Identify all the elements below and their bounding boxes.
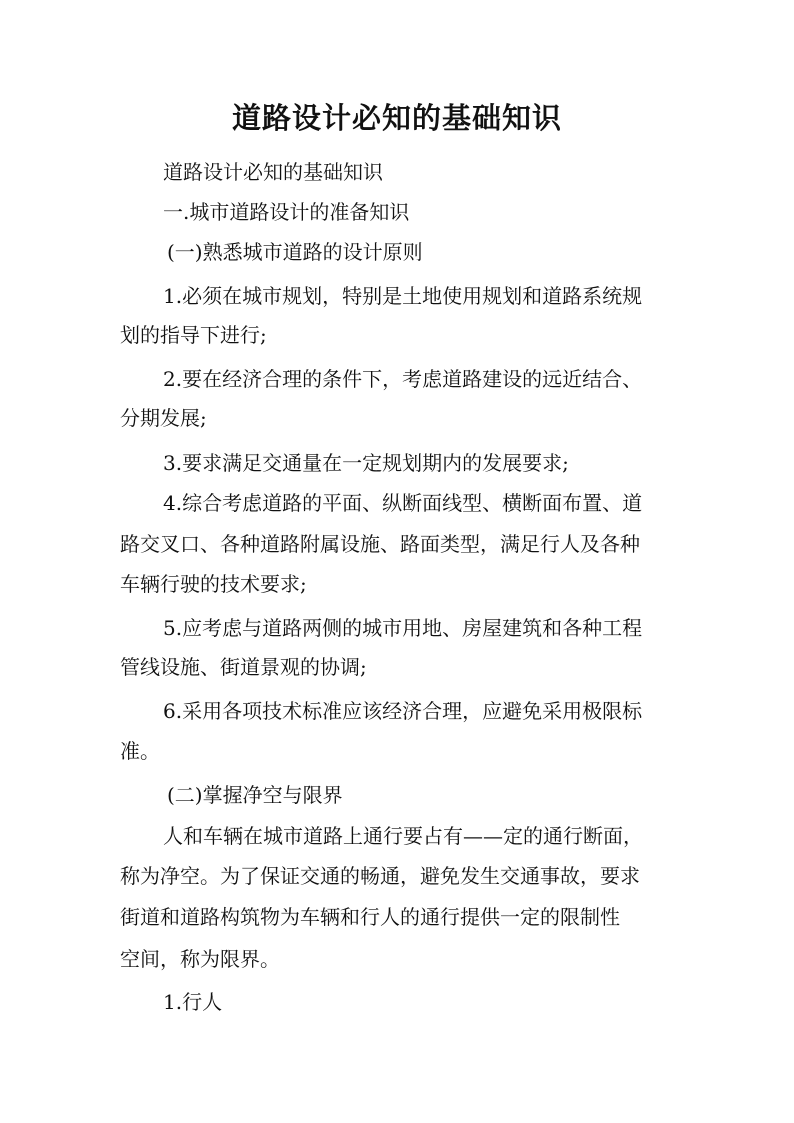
- subsection-heading-1: (一)熟悉城市道路的设计原则: [167, 240, 423, 264]
- paragraph-line: 管线设施、街道景观的协调;: [120, 655, 367, 679]
- paragraph-line: 分期发展;: [120, 406, 207, 430]
- paragraph-line: 5.应考虑与道路两侧的城市用地、房屋建筑和各种工程: [163, 616, 643, 640]
- subsection-heading-2: (二)掌握净空与限界: [167, 783, 343, 807]
- paragraph-line: 空间，称为限界。: [120, 947, 280, 971]
- paragraph-line: 路交叉口、各种道路附属设施、路面类型，满足行人及各种: [120, 532, 640, 556]
- paragraph-line: 街道和道路构筑物为车辆和行人的通行提供一定的限制性: [120, 905, 620, 929]
- paragraph-line: 6.采用各项技术标准应该经济合理，应避免采用极限标: [163, 699, 643, 723]
- paragraph-line: 划的指导下进行;: [120, 323, 267, 347]
- list-item-heading: 1.行人: [163, 990, 223, 1014]
- paragraph-line: 3.要求满足交通量在一定规划期内的发展要求;: [163, 451, 569, 475]
- section-heading-1: 一.城市道路设计的准备知识: [163, 200, 410, 224]
- paragraph-line: 人和车辆在城市道路上通行要占有——定的通行断面，: [163, 824, 643, 848]
- paragraph-line: 4.综合考虑道路的平面、纵断面线型、横断面布置、道: [163, 491, 643, 515]
- paragraph-line: 准。: [120, 739, 160, 763]
- paragraph-line: 车辆行驶的技术要求;: [120, 572, 307, 596]
- paragraph-line: 2.要在经济合理的条件下，考虑道路建设的远近结合、: [163, 367, 643, 391]
- document-title: 道路设计必知的基础知识: [231, 101, 562, 135]
- paragraph-line: 1.必须在城市规划，特别是土地使用规划和道路系统规: [163, 284, 643, 308]
- paragraph-line: 称为净空。为了保证交通的畅通，避免发生交通事故，要求: [120, 864, 640, 888]
- intro-heading: 道路设计必知的基础知识: [163, 160, 383, 184]
